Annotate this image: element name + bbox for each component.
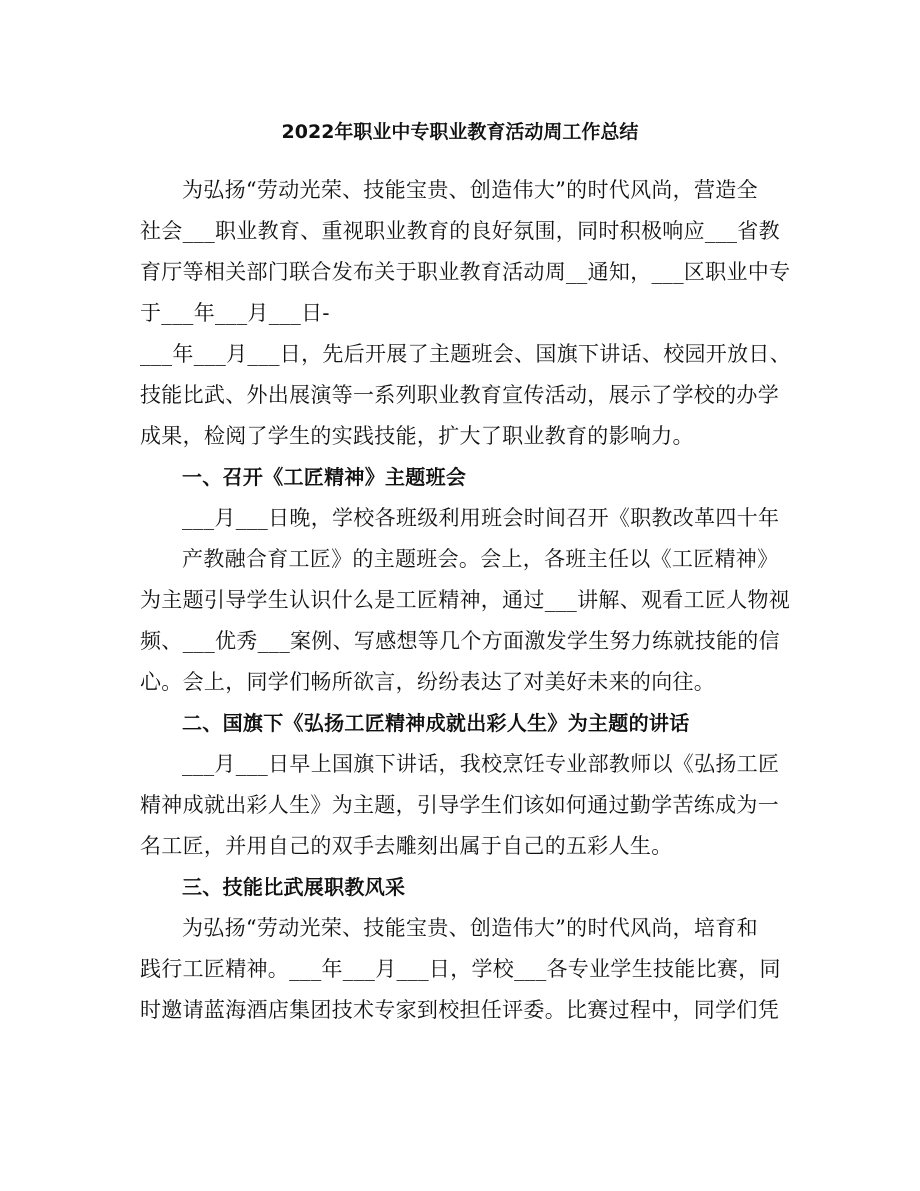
paragraph-line: 育厅等相关部门联合发布关于职业教育活动周__通知，___区职业中专 [140,260,791,284]
paragraph-line: 精神成就出彩人生》为主题，引导学生们该如何通过勤学苦练成为一 [140,793,779,817]
document-title: 2022年职业中专职业教育活动周工作总结 [281,121,639,143]
paragraph-line: 为主题引导学生认识什么是工匠精神，通过___讲解、观看工匠人物视 [140,588,791,612]
section-heading-1: 一、召开《工匠精神》主题班会 [182,465,467,489]
paragraph-line: 心。会上，同学们畅所欲言，纷纷表达了对美好未来的向往。 [140,670,716,694]
paragraph-line: 于___年___月___日- [140,301,330,325]
paragraph-line: 社会___职业教育、重视职业教育的良好氛围，同时积极响应___省教 [140,219,780,243]
section-heading-2: 二、国旗下《弘扬工匠精神成就出彩人生》为主题的讲话 [182,711,690,735]
paragraph-line: 为弘扬“劳动光荣、技能宝贵、创造伟大”的时代风尚，营造全 [182,178,758,202]
paragraph-line: ___月___日晚，学校各班级利用班会时间召开《职教改革四十年 [182,506,780,530]
paragraph-line: 名工匠，并用自己的双手去雕刻出属于自己的五彩人生。 [140,834,673,858]
paragraph-line: 频、___优秀___案例、写感想等几个方面激发学生努力练就技能的信 [140,629,780,653]
paragraph-line: 成果，检阅了学生的实践技能，扩大了职业教育的影响力。 [140,424,694,448]
paragraph-line: 技能比武、外出展演等一系列职业教育宣传活动，展示了学校的办学 [140,383,779,407]
paragraph-line: 为弘扬“劳动光荣、技能宝贵、创造伟大”的时代风尚，培育和 [182,916,758,940]
section-heading-3: 三、技能比武展职教风采 [182,875,406,899]
paragraph-line: ___月___日早上国旗下讲话，我校烹饪专业部教师以《弘扬工匠 [182,752,780,776]
paragraph-line: ___年___月___日，先后开展了主题班会、国旗下讲话、校园开放日、 [140,342,791,366]
paragraph-line: 时邀请蓝海酒店集团技术专家到校担任评委。比赛过程中，同学们凭 [140,998,779,1022]
paragraph-line: 产教融合育工匠》的主题班会。会上，各班主任以《工匠精神》 [182,547,779,571]
paragraph-line: 践行工匠精神。___年___月___日，学校___各专业学生技能比赛，同 [140,957,781,981]
